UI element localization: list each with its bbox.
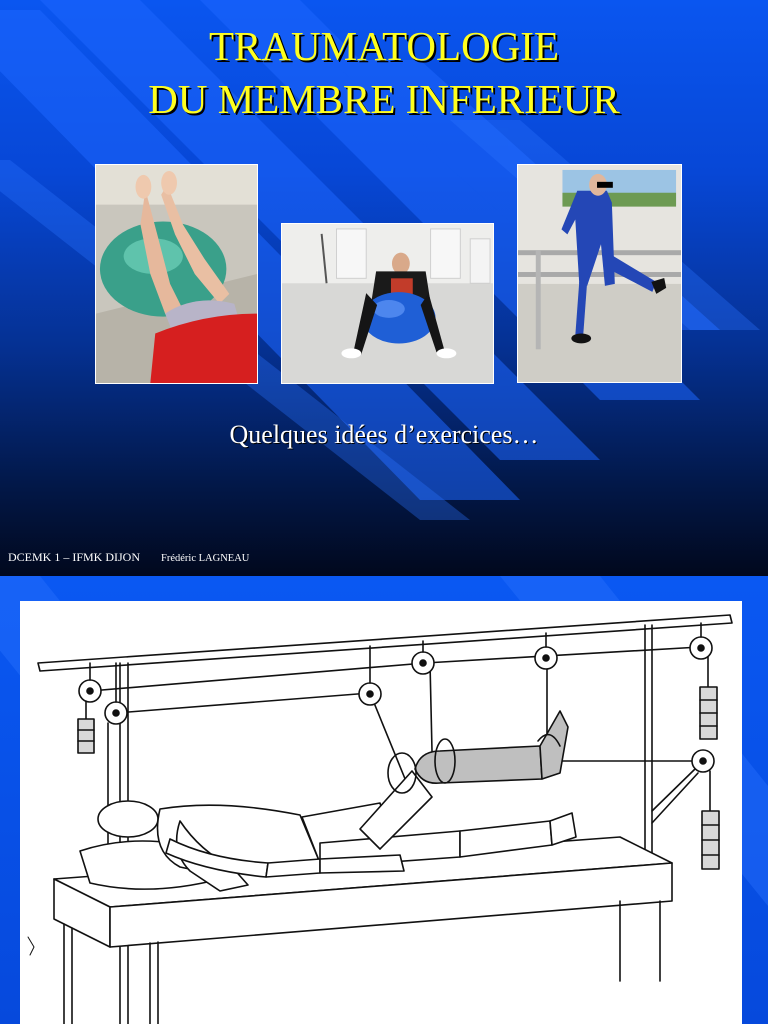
footer-course: DCEMK 1 – IFMK DIJON — [8, 550, 141, 564]
slide-title — [0, 20, 768, 126]
illustration-slide — [0, 576, 768, 1024]
footer-author: Frédéric LAGNEAU — [161, 553, 250, 564]
photo-seated-on-blue-ball — [281, 223, 494, 384]
photo-leg-stretch-at-bars — [517, 164, 682, 383]
slide-subtitle: Quelques idées d’exercices… — [229, 420, 539, 449]
title-line-2: DU MEMBRE INFERIEUR — [148, 76, 620, 122]
slide-footer — [8, 550, 267, 565]
suspension-therapy-illustration — [20, 601, 742, 1024]
title-line-1: TRAUMATOLOGIE — [208, 23, 559, 69]
photo-legs-on-green-ball — [95, 164, 258, 384]
